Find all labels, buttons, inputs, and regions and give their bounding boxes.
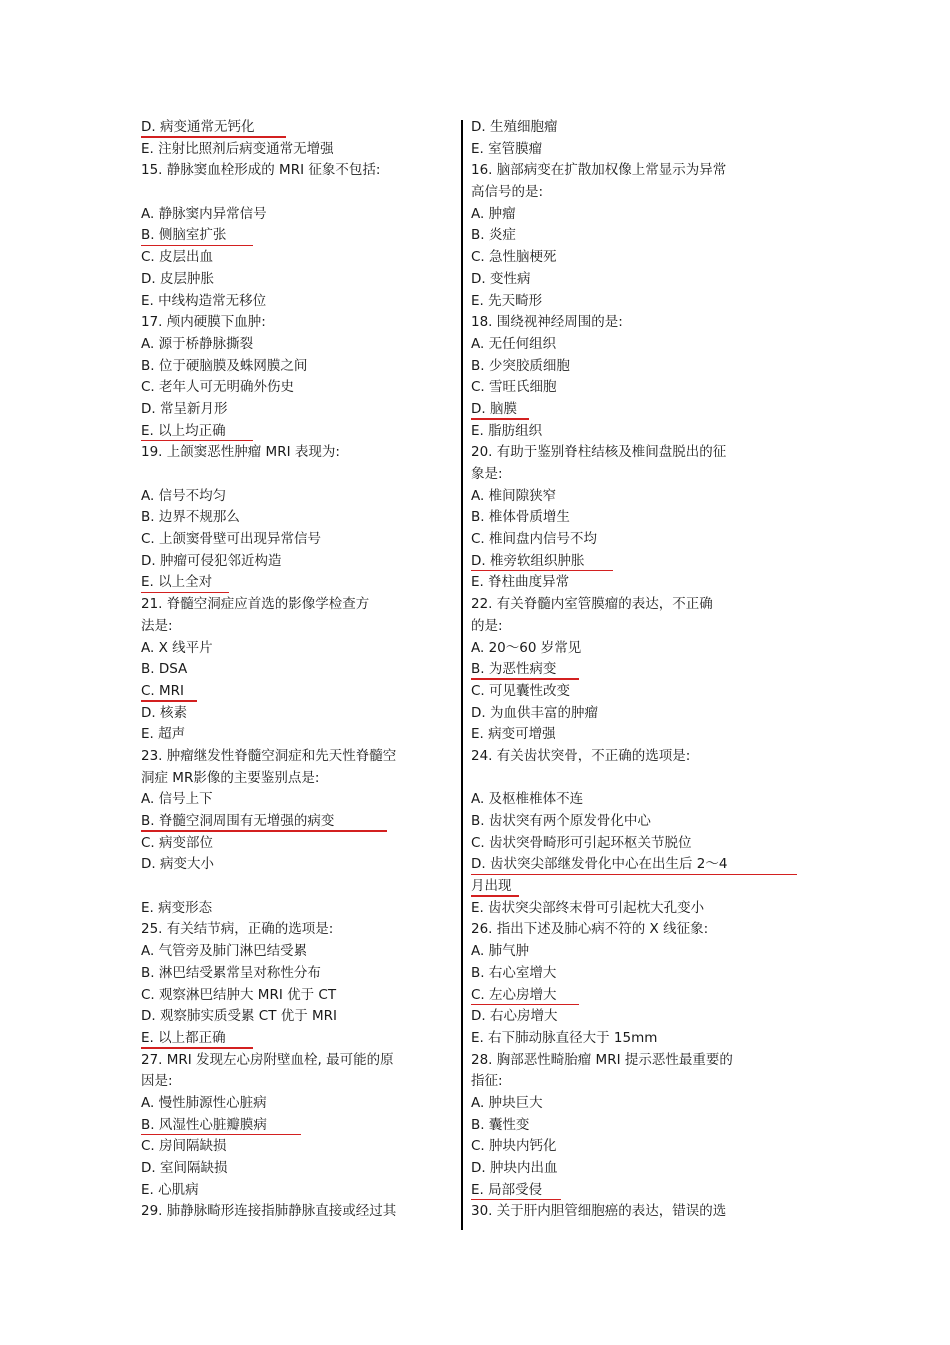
answer-underline [471, 1199, 561, 1200]
text-line: A. 肺气肿 [471, 943, 530, 960]
text-line: C. 病变部位 [141, 834, 214, 851]
text-line: A. 无任何组织 [471, 335, 557, 352]
text-line: C. 上颌窦骨壁可出现异常信号 [141, 531, 322, 548]
text-line: 象是: [471, 466, 503, 482]
text-line: E. 注射比照剂后病变通常无增强 [141, 140, 334, 157]
text-line: E. 室管膜瘤 [471, 140, 543, 157]
text-line: 19. 上颌窦恶性肿瘤 MRI 表现为: [141, 444, 340, 461]
text-line: B. 椎体骨质增生 [471, 509, 570, 526]
marked-answer-line: E. 以上都正确 [141, 1028, 471, 1050]
text-line: C. 观察淋巴结肿大 MRI 优于 CT [141, 986, 337, 1003]
text-line: D. 核素 [141, 704, 187, 721]
answer-underline [141, 700, 197, 701]
text-line: 28. 胸部恶性畸胎瘤 MRI 提示恶性最重要的 [471, 1051, 733, 1068]
text-line: D. 常呈新月形 [141, 400, 228, 417]
marked-answer-line: 月出现 [471, 876, 801, 898]
answer-underline [141, 440, 253, 441]
text-line: 29. 肺静脉畸形连接指肺静脉直接或经过其 [141, 1203, 397, 1220]
text-line: A. 肿瘤 [471, 205, 516, 222]
text-line: 30. 关于肝内胆管细胞癌的表达，错误的选 [471, 1203, 727, 1220]
text-line: D. 观察肺实质受累 CT 优于 MRI [141, 1008, 338, 1025]
text-line: C. 椎间盘内信号不均 [471, 531, 598, 548]
text-line: B. 边界不规那么 [141, 509, 240, 526]
text-line: D. 肿瘤可侵犯邻近构造 [141, 552, 282, 569]
text-line: C. 房间隔缺损 [141, 1138, 227, 1155]
text-line: A. 气管旁及肺门淋巴结受累 [141, 943, 308, 960]
blank-line [141, 464, 471, 486]
text-line: E. 病变可增强 [471, 726, 556, 743]
text-line: 21. 脊髓空洞症应首选的影像学检查方 [141, 596, 370, 613]
text-line: D. 生殖细胞瘤 [471, 119, 558, 135]
text-line: A. 信号不均匀 [141, 487, 227, 504]
text-line: D. 肿块内出血 [471, 1160, 558, 1176]
text-line: B. 囊性变 [471, 1116, 530, 1133]
answer-underline [141, 136, 286, 137]
text-line: 26. 指出下述及肺心病不符的 X 线征象: [471, 921, 709, 938]
blank-line [141, 876, 471, 898]
text-line: C. 雪旺氏细胞 [471, 379, 557, 396]
text-line: E. 脊柱曲度异常 [471, 574, 570, 591]
text-line: 18. 围绕视神经周围的是: [471, 314, 623, 331]
text-line: D. 皮层肿胀 [141, 270, 214, 287]
marked-answer-line: D. 椎旁软组织肿胀 [471, 551, 801, 573]
text-line: C. 老年人可无明确外伤史 [141, 379, 295, 396]
answer-underline [471, 1004, 579, 1005]
text-line: 的是: [471, 617, 503, 634]
text-line: E. 超声 [141, 726, 186, 743]
text-line: C. 肿块内钙化 [471, 1138, 557, 1155]
text-line: E. 右下肺动脉直径大于 15mm [471, 1029, 658, 1046]
text-line: B. 齿状突有两个原发骨化中心 [471, 813, 651, 829]
text-line: A. 信号上下 [141, 791, 213, 808]
text-line: 指征: [471, 1073, 503, 1090]
answer-underline [141, 830, 387, 831]
text-line: C. 急性脑梗死 [471, 249, 557, 266]
text-line: A. 及枢椎椎体不连 [471, 791, 584, 808]
text-line: C. 皮层出血 [141, 249, 214, 266]
text-line: 因是: [141, 1073, 173, 1090]
text-line: 15. 静脉窦血栓形成的 MRI 征象不包括: [141, 162, 381, 179]
text-line: 24. 有关齿状突骨，不正确的选项是: [471, 747, 691, 764]
text-line: A. 慢性肺源性心脏病 [141, 1094, 267, 1111]
marked-answer-line: E. 以上全对 [141, 572, 471, 594]
text-line: E. 心肌病 [141, 1181, 199, 1198]
text-line: B. 炎症 [471, 227, 516, 244]
text-line: E. 齿状突尖部终末骨可引起枕大孔变小 [471, 899, 705, 916]
text-line: B. 少突胶质细胞 [471, 357, 570, 374]
text-line: 高信号的是: [471, 184, 544, 201]
marked-answer-line: D. 脑膜 [471, 399, 801, 421]
text-line: B. DSA [141, 661, 188, 678]
marked-answer-line: B. 风湿性心脏瓣膜病 [141, 1115, 471, 1137]
text-line: 洞症 MR影像的主要鉴别点是: [141, 769, 320, 786]
right-column [471, 117, 801, 1223]
text-line: B. 淋巴结受累常呈对称性分布 [141, 964, 321, 981]
marked-answer-line: E. 以上均正确 [141, 421, 471, 443]
left-column [141, 117, 471, 1223]
marked-answer-line: B. 为恶性病变 [471, 659, 801, 681]
text-line: B. 右心室增大 [471, 964, 557, 981]
text-line: E. 先天畸形 [471, 292, 543, 309]
text-line: C. 可见囊性改变 [471, 682, 571, 699]
text-line: 22. 有关脊髓内室管膜瘤的表达，不正确 [471, 596, 713, 613]
blank-line [141, 182, 471, 204]
answer-underline [471, 895, 519, 896]
marked-answer-line: D. 病变通常无钙化 [141, 117, 471, 139]
marked-answer-line: B. 侧脑室扩张 [141, 225, 471, 247]
text-line: A. 静脉窦内异常信号 [141, 205, 267, 222]
text-line: 16. 脑部病变在扩散加权像上常显示为异常 [471, 162, 727, 179]
text-line: 20. 有助于鉴别脊柱结核及椎间盘脱出的征 [471, 444, 727, 461]
text-line: A. 肿块巨大 [471, 1094, 543, 1111]
text-line: D. 为血供丰富的肿瘤 [471, 704, 598, 721]
marked-answer-line: C. 左心房增大 [471, 985, 801, 1007]
text-line: E. 脂肪组织 [471, 422, 543, 439]
answer-underline [471, 874, 797, 875]
text-line: C. 齿状突骨畸形可引起环枢关节脱位 [471, 834, 692, 851]
text-line: 27. MRI 发现左心房附壁血栓, 最可能的原 [141, 1051, 394, 1068]
answer-underline [471, 678, 579, 679]
answer-underline [141, 1047, 253, 1048]
text-line: A. X 线平片 [141, 639, 213, 656]
text-line: D. 室间隔缺损 [141, 1160, 228, 1176]
text-line: A. 20～60 岁常见 [471, 639, 582, 656]
answer-underline [471, 570, 613, 571]
text-line: 25. 有关结节病，正确的选项是: [141, 921, 334, 938]
text-line: D. 右心房增大 [471, 1008, 558, 1025]
text-line: 23. 肿瘤继发性脊髓空洞症和先天性脊髓空 [141, 747, 397, 764]
column-divider [461, 120, 463, 1230]
text-line: 法是: [141, 617, 173, 634]
blank-line [471, 768, 801, 790]
marked-answer-line: C. MRI [141, 681, 471, 703]
text-line: A. 椎间隙狭窄 [471, 487, 557, 504]
answer-underline [141, 1134, 301, 1135]
text-line: D. 病变大小 [141, 856, 214, 873]
marked-answer-line: D. 齿状突尖部继发骨化中心在出生后 2～4 [471, 854, 801, 876]
text-line: B. 位于硬脑膜及蛛网膜之间 [141, 357, 308, 374]
text-line: E. 病变形态 [141, 899, 213, 916]
text-line: A. 源于桥静脉撕裂 [141, 335, 254, 352]
text-line: E. 中线构造常无移位 [141, 292, 267, 309]
answer-underline [141, 592, 229, 593]
text-line: D. 变性病 [471, 270, 531, 287]
text-line: 17. 颅内硬膜下血肿: [141, 314, 266, 331]
answer-underline [471, 418, 529, 419]
answer-underline [141, 245, 253, 246]
marked-answer-line: E. 局部受侵 [471, 1180, 801, 1202]
marked-answer-line: B. 脊髓空洞周围有无增强的病变 [141, 811, 471, 833]
